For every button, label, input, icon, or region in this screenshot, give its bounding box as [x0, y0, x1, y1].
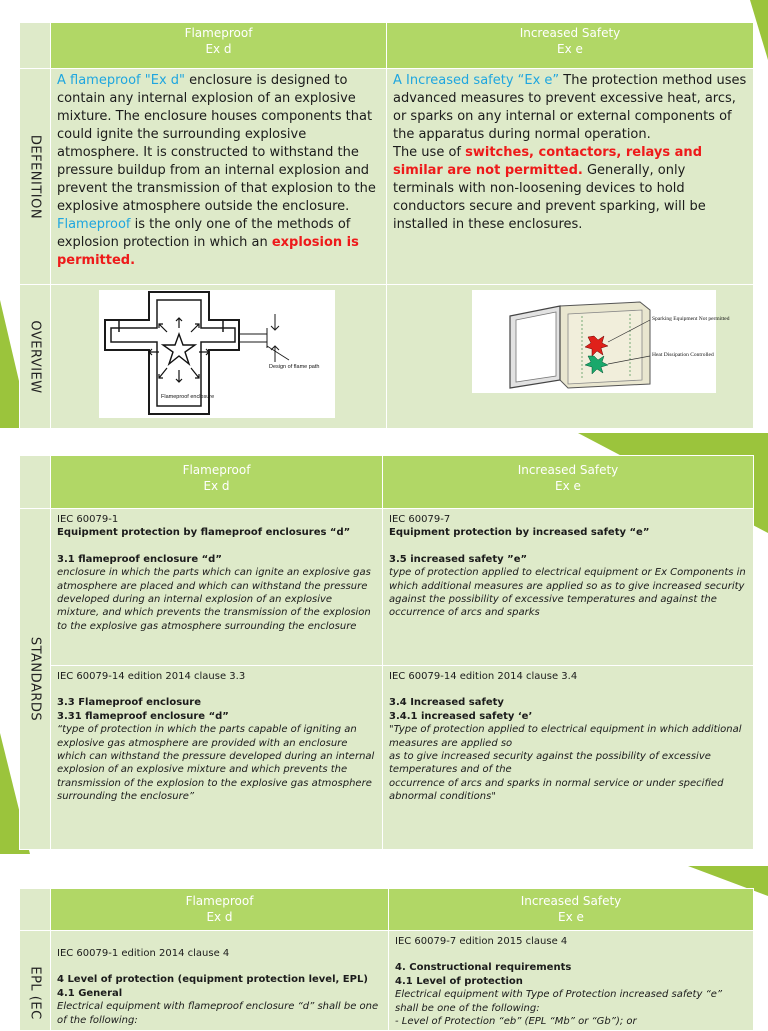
- overview-increased-safety: [387, 285, 754, 429]
- epl-flameproof: [51, 931, 389, 1031]
- highlight-text: switches, contactors, relays and similar are not permitted.: [393, 145, 702, 178]
- header-code: Ex e: [557, 42, 583, 56]
- body-text: Generally, only terminals with non-loosening devices to hold conductors secure and prevent sparking, will be installed in these enclosures.: [393, 163, 706, 232]
- term-heading: 4. Constructional requirements: [395, 962, 572, 974]
- standard-increased-safety-60079-14: [383, 666, 754, 850]
- comparison-table: [19, 22, 754, 429]
- highlight-text: explosion is permitted: [57, 235, 359, 268]
- lead-text: A flameproof "Ex d": [57, 73, 186, 88]
- header-code: Ex e: [558, 910, 584, 924]
- body-text: enclosure is designed to contain any internal explosion of an explosive mixture. The enclosure houses components that could ignite the surrounding explosive atmosphere. It is constructed to withstand the pressure buildup from an internal explosion and prevent the transmission of that explosion to the explosive atmosphere outside the enclosure.: [57, 73, 376, 214]
- term-definition: “type of protection in which the parts capable of igniting an explosive gas atmosphere are provided with an enclosure which can withstand the pressure developed during an internal explosion of an explosive mixture and which prevents the transmission of the explosion to the explosive gas atmosphere surrounding the enclosure”: [57, 724, 375, 803]
- term-definition: - Level of Protection “eb” (EPL “Mb” or “Gb”); or: [395, 1016, 637, 1028]
- standard-ref: IEC 60079-7 edition 2015 clause 4: [395, 936, 568, 947]
- header-flameproof: [51, 23, 387, 69]
- term-heading: 3.5 increased safety ”e”: [389, 553, 528, 565]
- term-heading: 3.4 Increased safety: [389, 697, 504, 709]
- term-heading: 4 Level of protection (equipment protection level, EPL): [57, 974, 368, 986]
- definition-increased-safety: [387, 69, 754, 285]
- label-sparking: Sparking Equipment Not permitted: [652, 316, 730, 322]
- header-flameproof: [51, 889, 389, 931]
- corner-cell: [20, 889, 51, 931]
- row-label-cell: [20, 285, 51, 429]
- header-title: Increased Safety: [520, 894, 622, 908]
- standard-increased-safety-60079-7: [383, 509, 754, 666]
- standard-ref: IEC 60079-1: [57, 514, 119, 525]
- row-label-cell: [20, 69, 51, 285]
- body-text: The protection method uses advanced measures to prevent excessive heat, arcs, or sparks on any internal or external components of the apparatus during normal operation.: [393, 73, 747, 142]
- slide-definition-overview: [0, 0, 768, 428]
- header-title: Flameproof: [185, 894, 254, 908]
- term-definition: Electrical equipment with Type of Protection increased safety “e” shall be one of the following:: [395, 989, 723, 1014]
- lead-text: A Increased safety “Ex e”: [393, 73, 560, 88]
- header-flameproof: [51, 456, 383, 509]
- flameproof-enclosure-diagram: [99, 290, 335, 418]
- standard-ref: IEC 60079-14 edition 2014 clause 3.4: [389, 671, 578, 682]
- overview-flameproof: [51, 285, 387, 429]
- standard-title: Equipment protection by flameproof enclosures “d”: [57, 527, 351, 539]
- header-code: Ex e: [555, 479, 581, 493]
- body-text: The use of: [393, 145, 466, 160]
- standard-flameproof-60079-1: [51, 509, 383, 666]
- term-definition: Electrical equipment with flameproof enclosure “d” shall be one of the following:: [57, 1001, 379, 1026]
- term-heading: 4.1 Level of protection: [395, 975, 523, 987]
- row-label: STANDARDS: [27, 636, 43, 722]
- header-increased-safety: [389, 889, 754, 931]
- header-title: Increased Safety: [517, 463, 619, 477]
- corner-cell: [20, 456, 51, 509]
- standard-ref: IEC 60079-1 edition 2014 clause 4: [57, 948, 230, 959]
- epl-table: [19, 888, 754, 1031]
- term-definition: as to give increased security against the possibility of excessive temperatures and of the: [389, 751, 711, 776]
- header-code: Ex d: [205, 42, 232, 56]
- keyword: Flameproof: [57, 217, 131, 232]
- standard-ref: IEC 60079-7: [389, 514, 451, 525]
- row-label: DEFENITION: [27, 134, 43, 219]
- term-heading: 4.1 General: [57, 987, 123, 999]
- term-definition: enclosure in which the parts which can ignite an explosive gas atmosphere are placed and which can withstand the pressure developed during an internal explosion of an explosive mixture, and which prevents the transmission of the explosion to the explosive gas atmosphere surrounding the enclosure: [57, 567, 371, 632]
- body-text: is the only one of the methods of explosion protection in which an: [57, 217, 351, 250]
- header-title: Flameproof: [182, 463, 251, 477]
- standard-title: Equipment protection by increased safety “e”: [389, 527, 650, 539]
- slide-standards: [0, 433, 768, 854]
- standards-table: [19, 455, 754, 850]
- header-title: Increased Safety: [519, 26, 621, 40]
- row-label: EPL (EC: [27, 966, 43, 1020]
- row-label-cell: [20, 509, 51, 850]
- header-code: Ex d: [203, 479, 230, 493]
- header-increased-safety: [383, 456, 754, 509]
- header-code: Ex d: [206, 910, 233, 924]
- increased-safety-enclosure-diagram: [472, 290, 730, 393]
- term-heading: 3.1 flameproof enclosure “d”: [57, 553, 222, 565]
- standard-flameproof-60079-14: [51, 666, 383, 850]
- period: .: [130, 253, 136, 268]
- epl-increased-safety: [389, 931, 754, 1031]
- corner-cell: [20, 23, 51, 69]
- standard-ref: IEC 60079-14 edition 2014 clause 3.3: [57, 671, 246, 682]
- term-definition: type of protection applied to electrical equipment or Ex Components in which additional measures are applied so as to give increased security against the possibility of excessive temperatures and against the occurrence of arcs and sparks: [389, 567, 746, 619]
- row-label: OVERVIEW: [27, 319, 43, 394]
- term-definition: occurrence of arcs and sparks in normal service or under specified abnormal conditions": [389, 777, 724, 803]
- slide-epl: [0, 866, 768, 1028]
- flame-path-label: Design of flame path: [269, 364, 320, 370]
- definition-flameproof: [51, 69, 387, 285]
- term-heading: 3.31 flameproof enclosure “d”: [57, 710, 229, 722]
- label-heat: Heat Dissipation Controlled: [652, 352, 714, 358]
- term-heading: 3.4.1 increased safety ‘e’: [389, 710, 533, 722]
- term-heading: 3.3 Flameproof enclosure: [57, 697, 201, 709]
- diagram-caption: Flameproof enclosure: [161, 394, 215, 400]
- header-increased-safety: [387, 23, 754, 69]
- term-definition: "Type of protection applied to electrical equipment in which additional measures are applied so: [389, 724, 742, 749]
- row-label-cell: [20, 931, 51, 1031]
- header-title: Flameproof: [184, 26, 253, 40]
